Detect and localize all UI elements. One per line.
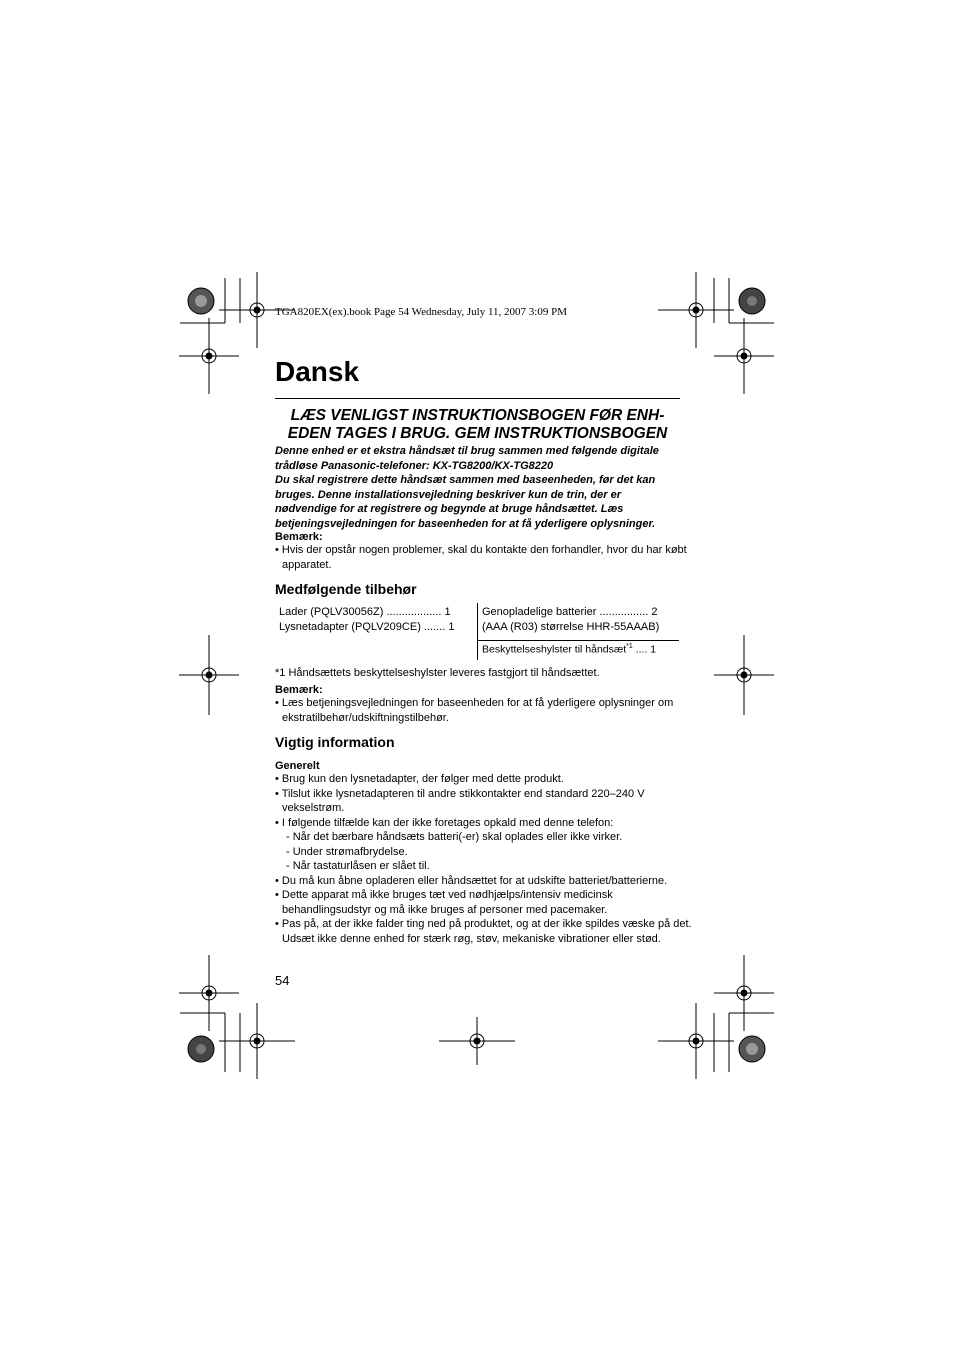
accessories-heading: Medfølgende tilbehør <box>275 581 417 597</box>
file-info-line: TGA820EX(ex).book Page 54 Wednesday, July 11, 2007 3:09 PM <box>275 306 568 318</box>
accessory-belt-clip <box>482 643 656 656</box>
intro-paragraph-2: Du skal registrere dette håndsæt sammen med baseenheden, før det kan bruges. Denne installationsvejledning beskriver kun de trin, der er nødvendige for at registrere og begynde at bruge håndsættet. Læs betjeningsvejledningen for baseenheden for at få yderligere oplysninger. <box>275 474 656 530</box>
accessories-left-column <box>279 605 454 635</box>
note-label: Bemærk: <box>275 684 323 696</box>
accessory-charger: Lader (PQLV30056Z) .................. 1 <box>279 606 451 618</box>
footnote: *1 Håndsættets beskyttelseshylster leveres fastgjort til håndsættet. <box>275 667 600 679</box>
sub-list-item: - Under strømafbrydelse. <box>286 845 408 858</box>
accessories-right-column <box>482 605 659 635</box>
page-title: Dansk <box>275 356 360 387</box>
note-bullet: • Læs betjeningsvejledningen for baseenheden for at få yderligere oplysninger om ekstratilbehør/udskiftningstilbehør. <box>275 697 674 724</box>
info-heading: Vigtig information <box>275 734 395 750</box>
info-body <box>275 760 703 946</box>
note-label: Bemærk: <box>275 531 323 543</box>
page-number: 54 <box>275 973 290 988</box>
list-item: • Dette apparat må ikke bruges tæt ved nødhjælps/intensiv medicinsk behandlingsudstyr og må ikke bruges af personer med pacemaker. <box>275 889 613 916</box>
note-bullet: • Hvis der opstår nogen problemer, skal du kontakte den forhandler, hvor du har købt apparatet. <box>275 544 687 571</box>
list-item-text: Brug kun den lysnetadapter, der følger med dette produkt. <box>281 773 564 785</box>
accessory-batteries: Genopladelige batterier ................ 2 <box>482 606 658 618</box>
title-rule <box>275 398 680 399</box>
accessory-battery-type: (AAA (R03) størrelse HHR-55AAAB) <box>482 621 660 633</box>
note-bullet-text: Hvis der opstår nogen problemer, skal du kontakte den forhandler, hvor du har købt apparatet. <box>281 544 687 571</box>
list-item: • Pas på, at der ikke falder ting ned på produktet, og at der ikke spildes væske på det. Udsæt ikke denne enhed for stærk røg, støv, mekaniske vibrationer eller stød. <box>275 918 692 945</box>
note-block-1 <box>275 531 692 572</box>
sub-list-item: - Når tastaturlåsen er slået til. <box>286 860 430 872</box>
sub-list-item-text: Når det bærbare håndsæts batteri(-er) skal oplades eller ikke virker. <box>292 831 623 843</box>
accessory-belt-clip-text: Beskyttelseshylster til håndsæt <box>482 643 627 656</box>
intro-paragraph-1: Denne enhed er et ekstra håndsæt til brug sammen med følgende digitale trådløse Panasonic-telefoner: KX-TG8200/KX-TG8220 <box>275 445 659 472</box>
sub-list-item: - Når det bærbare håndsæts batteri(-er) skal oplades eller ikke virker. <box>286 831 623 843</box>
warning-subtitle <box>275 407 680 443</box>
list-item-text: I følgende tilfælde kan der ikke foretages opkald med denne telefon: <box>281 816 614 829</box>
list-item-text: Tilslut ikke lysnetadapteren til andre stikkontakter end standard 220–240 V vekselstrøm. <box>281 787 645 814</box>
subtitle-line-1: LÆS VENLIGST INSTRUKTIONSBOGEN FØR ENH- <box>290 407 665 424</box>
footnote-marker: *1 <box>626 643 633 650</box>
accessory-ac-adaptor: Lysnetadapter (PQLV209CE) ....... 1 <box>279 621 455 633</box>
note-bullet-text: Læs betjeningsvejledningen for baseenheden for at få yderligere oplysninger om ekstratilbehør/udskiftningstilbehør. <box>281 697 674 724</box>
subtitle-line-2: EDEN TAGES I BRUG. GEM INSTRUKTIONSBOGEN <box>287 425 668 442</box>
table-divider-horizontal <box>477 640 679 641</box>
list-item: • Tilslut ikke lysnetadapteren til andre stikkontakter end standard 220–240 V vekselstrøm. <box>275 787 645 814</box>
note-block-2 <box>275 684 692 725</box>
sub-list-item-text: Under strømafbrydelse. <box>292 845 408 858</box>
list-item-text: Du må kun åbne opladeren eller håndsættet for at udskifte batteriet/batterierne. <box>281 874 668 887</box>
list-item-text: Dette apparat må ikke bruges tæt ved nødhjælps/intensiv medicinsk behandlingsudstyr og må ikke bruges af personer med pacemaker. <box>281 889 613 916</box>
info-subheading: Generelt <box>275 760 320 772</box>
sub-list-item-text: Når tastaturlåsen er slået til. <box>292 860 430 872</box>
table-divider-vertical <box>477 603 478 660</box>
accessory-belt-clip-count: .... 1 <box>632 643 657 656</box>
list-item: • Brug kun den lysnetadapter, der følger med dette produkt. <box>275 773 564 785</box>
list-item-text: Pas på, at der ikke falder ting ned på produktet, og at der ikke spildes væske på det. Udsæt ikke denne enhed for stærk røg, støv, mekaniske vibrationer eller stød. <box>281 918 692 945</box>
list-item: • I følgende tilfælde kan der ikke foretages opkald med denne telefon: <box>275 816 614 829</box>
intro-text <box>275 444 685 532</box>
list-item: • Du må kun åbne opladeren eller håndsættet for at udskifte batteriet/batterierne. <box>275 874 668 887</box>
